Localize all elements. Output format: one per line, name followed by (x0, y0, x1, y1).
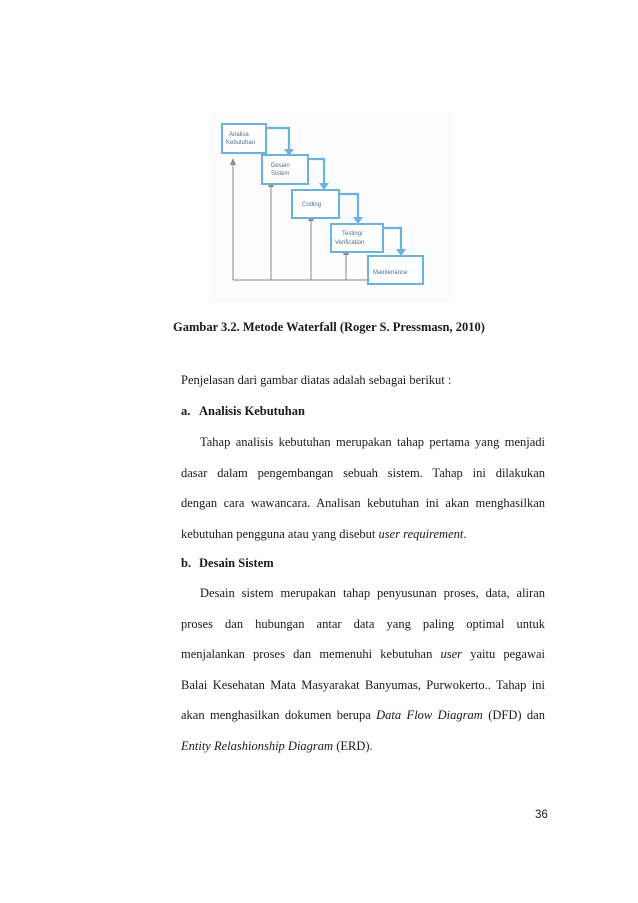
paragraph-line: proses dan hubungan antar data yang paling optimal untuk (181, 616, 545, 631)
flow-arrowhead (353, 217, 363, 224)
section-title: Desain Sistem (199, 556, 274, 570)
paragraph-line: Balai Kesehatan Mata Masyarakat Banyumas, Purwokerto.. Tahap ini (181, 677, 545, 692)
section-heading (181, 556, 274, 571)
paragraph-line: dengan cara wawancara. Analisan kebutuhan ini akan menghasilkan (181, 496, 545, 510)
figure-caption: Gambar 3.2. Metode Waterfall (Roger S. Pressmasn, 2010) (173, 320, 485, 334)
paragraph-line: Tahap analisis kebutuhan merupakan tahap pertama yang menjadi (200, 435, 545, 449)
section-title: Analisis Kebutuhan (199, 404, 305, 418)
section-paragraph (181, 578, 545, 761)
paragraph-line: Entity Relashionship Diagram (ERD). (181, 738, 373, 753)
paragraph-line: Desain sistem merupakan tahap penyusunan proses, data, aliran (200, 586, 545, 600)
paragraph-line: kebutuhan pengguna atau yang disebut user requirement. (181, 526, 467, 541)
italic-term: user (440, 647, 463, 661)
box-testing-verification (331, 224, 383, 252)
box-label: Desain (271, 163, 290, 169)
waterfall-figure (209, 112, 453, 302)
page-number: 36 (535, 809, 548, 821)
box-label: Sistem (271, 171, 290, 177)
section-number: b. (181, 556, 192, 570)
section-heading (181, 404, 305, 419)
paragraph-line: akan menghasilkan dokumen berupa Data Flow Diagram (DFD) dan (181, 708, 545, 722)
section-paragraph (181, 427, 545, 549)
box-analisa-kebutuhan (222, 124, 266, 153)
box-label: Analisa (229, 132, 249, 138)
italic-term: Data Flow Diagram (376, 708, 483, 722)
paragraph-line: dasar dalam pengembangan sebuah sistem. Tahap ini dilakukan (181, 465, 545, 480)
flow-arrow (339, 194, 358, 218)
flow-arrow (383, 228, 401, 250)
flow-arrowhead (319, 183, 329, 190)
box-label: Coding (302, 202, 322, 208)
box-label: Verification (335, 240, 365, 246)
waterfall-diagram (209, 112, 453, 302)
box-label: Kebutuhan (226, 140, 256, 146)
section-number: a. (181, 404, 191, 418)
box-desain-sistem (262, 155, 308, 184)
italic-term: user requirement (378, 526, 464, 541)
flow-arrow (266, 128, 289, 150)
feedback-arrowhead (230, 158, 236, 165)
box-label: Maintenance (373, 270, 408, 276)
paragraph-line: menjalankan proses dan memenuhi kebutuhan user yaitu pegawai (181, 647, 545, 661)
flow-arrow (308, 159, 324, 184)
italic-term: Entity Relashionship Diagram (181, 738, 334, 753)
box-label: Testing/ (342, 231, 363, 237)
flow-arrowhead (396, 249, 406, 256)
intro-text: Penjelasan dari gambar diatas adalah sebagai berikut : (181, 373, 452, 387)
